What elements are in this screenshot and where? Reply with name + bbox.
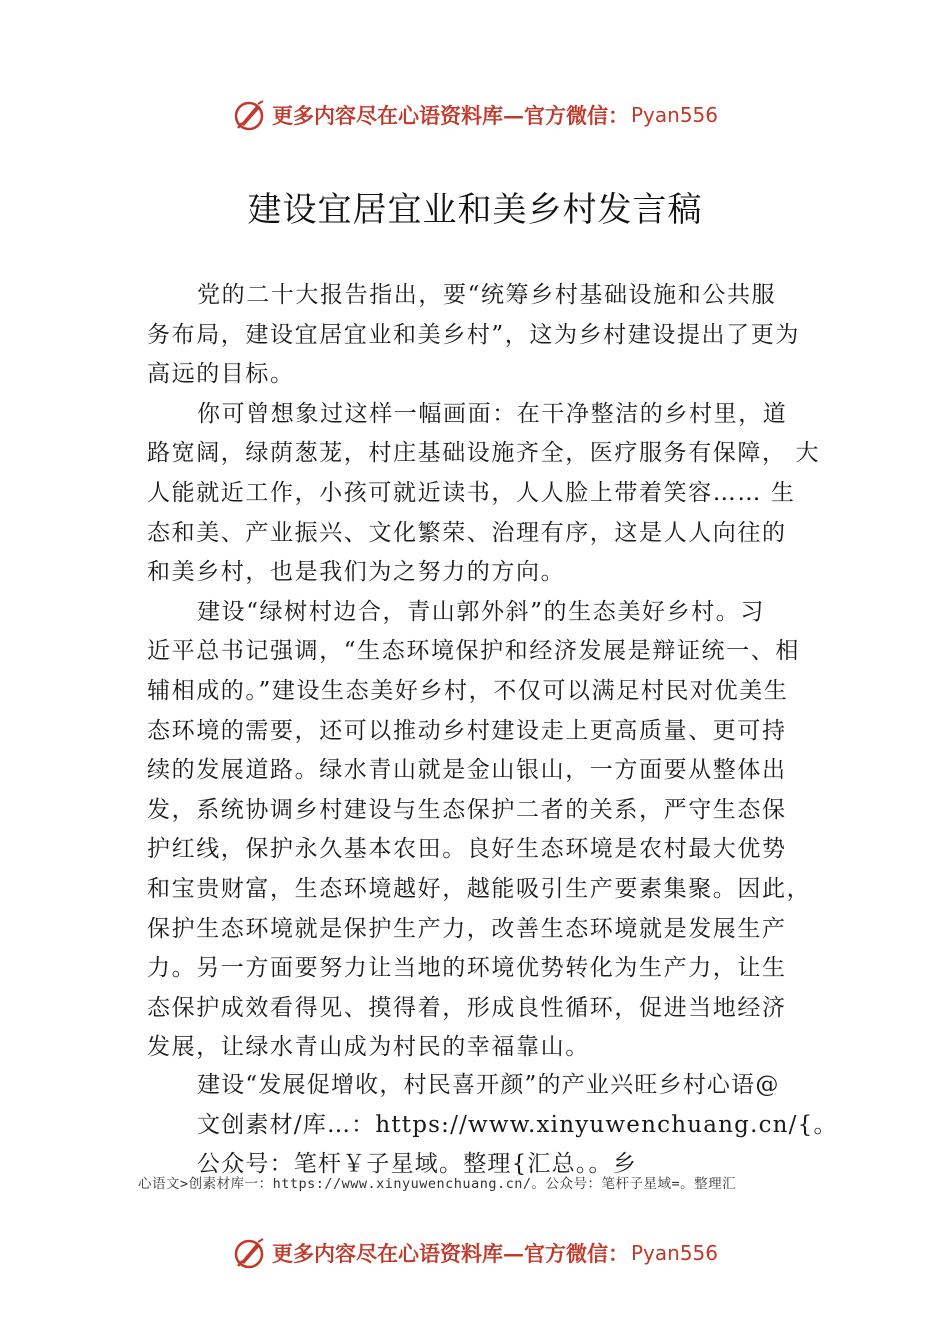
text-line: 发展，让绿水青山成为村民的幸福靠山。 — [147, 1034, 590, 1061]
wechat-id: Pyan556 — [630, 103, 718, 127]
quill-pen-logo-icon — [232, 1236, 266, 1270]
text-line: 高远的目标。 — [147, 361, 295, 388]
footnote-watermark: 心语文>创素材库一：https://www.xinyuwenchuang.cn/。公众号：笔杆子星域=。整理汇 — [138, 1176, 737, 1192]
text-line: 态环境的需要，还可以推动乡村建设走上更高质量、更可持 — [147, 717, 787, 744]
text-line: 辅相成的。”建设生态美好乡村，不仅可以满足村民对优美生 — [147, 677, 789, 704]
text-line: 保护生态环境就是保护生产力，改善生态环境就是发展生产 — [147, 915, 787, 942]
text-line: 路宽阔，绿荫葱茏，村庄基础设施齐全，医疗服务有保障， 大 — [147, 440, 821, 467]
header-banner — [0, 95, 950, 135]
text-line: 护红线，保护永久基本农田。良好生态环境是农村最大优势 — [147, 836, 787, 863]
text-line: 和宝贵财富，生态环境越好，越能吸引生产要素集聚。因此， — [147, 875, 812, 902]
document-title: 建设宜居宜业和美乡村发言稿 — [247, 190, 703, 230]
text-line: 你可曾想象过这样一幅画面：在干净整洁的乡村里，道 — [197, 400, 788, 427]
paragraph-4 — [197, 1066, 837, 1185]
text-line: 态保护成效看得见、摸得着，形成良性循环，促进当地经济 — [147, 994, 787, 1021]
paragraph-3 — [147, 593, 827, 1068]
paragraph-1 — [147, 276, 827, 395]
text-line: 态和美、产业振兴、文化繁荣、治理有序，这是人人向往的 — [147, 519, 787, 546]
text-line: 和美乡村，也是我们为之努力的方向。 — [147, 559, 566, 586]
text-line: 建设“发展促增收，村民喜开颜”的产业兴旺乡村心语@ — [197, 1072, 780, 1098]
text-line: 近平总书记强调，“生态环境保护和经济发展是辩证统一、相 — [147, 638, 800, 665]
text-line: 公众号：笔杆￥子星域。整理{汇总。。乡 — [197, 1151, 637, 1178]
text-line: 文创素材/库…：https://www.xinyuwenchuang.cn/{。 — [197, 1111, 838, 1138]
footer-banner — [0, 1233, 950, 1273]
wechat-id: Pyan556 — [630, 1241, 718, 1265]
paragraph-2 — [147, 395, 827, 593]
text-line: 务布局，建设宜居宜业和美乡村”，这为乡村建设提出了更为 — [147, 321, 800, 348]
text-line: 发，系统协调乡村建设与生态保护二者的关系，严守生态保 — [147, 796, 787, 823]
text-line: 党的二十大报告指出，要“统筹乡村基础设施和公共服 — [197, 282, 777, 308]
quill-pen-logo-icon — [232, 98, 266, 132]
text-line: 人能就近工作，小孩可就近读书，人人脸上带着笑容…… 生 — [147, 479, 796, 506]
banner-text: 更多内容尽在心语资料库—官方微信： — [271, 103, 629, 128]
text-line: 续的发展道路。绿水青山就是金山银山，一方面要从整体出 — [147, 757, 787, 784]
banner-text: 更多内容尽在心语资料库—官方微信： — [271, 1241, 629, 1266]
text-line: 建设“绿树村边合，青山郭外斜”的生态美好乡村。习 — [197, 598, 765, 625]
document-body — [147, 276, 827, 1068]
text-line: 力。另一方面要努力让当地的环境优势转化为生产力，让生 — [147, 955, 787, 982]
